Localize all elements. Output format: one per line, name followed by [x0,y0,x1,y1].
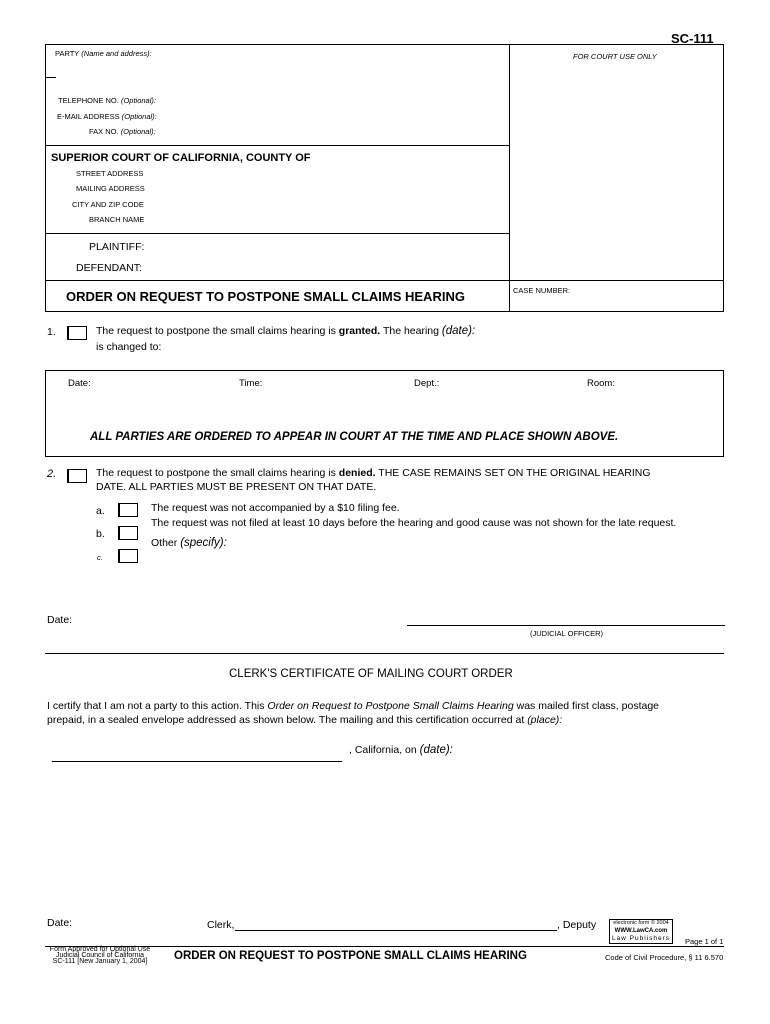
case-number-label: CASE NUMBER: [513,286,571,295]
fax-hint: (Optional): [120,127,156,136]
item2-text [96,467,651,479]
clerk-text-c: prepaid, in a sealed envelope addressed as shown below. The mailing and this certification occurred at [47,714,528,726]
clerk-signature-line[interactable] [235,930,557,931]
approval-block [48,947,152,965]
item1-number: 1. [47,326,56,338]
telephone-hint: (Optional): [120,96,156,105]
footer-title: ORDER ON REQUEST TO POSTPONE SMALL CLAIMS HEARING [174,950,527,962]
item2-text-a: The request to postpone the small claims hearing is [96,467,339,479]
stamp-line3: Law Publishers [611,935,671,942]
item1-text [96,325,475,337]
city-zip-label: CITY AND ZIP CODE [72,200,144,209]
approval-line1: Form Approved for Optional Use [49,946,151,953]
granted-word: granted. [338,325,381,337]
clerk-doc-title: Order on Request to Postpone Small Claims Hearing [267,700,514,712]
judicial-officer-label: (JUDICIAL OFFICER) [530,629,604,638]
granted-checkbox[interactable] [67,326,87,340]
party-court-divider [45,145,509,146]
clerk-text-a: I certify that I am not a party to this action. This [47,700,268,712]
clerk-heading: CLERK'S CERTIFICATE OF MAILING COURT ORDER [229,668,513,680]
clerk-text-b: was mailed first class, postage [513,700,660,712]
party-mark [46,77,56,78]
party-hint: (Name and address): [81,49,152,58]
reason-b-label: b. [96,528,105,540]
defendant-label: DEFENDANT: [76,262,142,274]
clerk-certify-line1 [47,700,659,712]
item2-text-b: THE CASE REMAINS SET ON THE ORIGINAL HEARING [375,467,651,479]
branch-name-label: BRANCH NAME [89,215,145,224]
item2-number: 2. [47,468,57,480]
reason-c-other: Other [151,537,181,549]
form-title: ORDER ON REQUEST TO POSTPONE SMALL CLAIMS HEARING [66,289,465,304]
code-citation: Code of Civil Procedure, § 11 6.570 [605,953,724,962]
item1-text-b: The hearing [380,325,442,337]
caption-divider [509,44,510,312]
clerk-date-label: Date: [47,917,73,929]
title-divider [45,280,724,281]
hearing-time-label: Time: [239,378,263,389]
caption-box [45,44,724,312]
hearing-room-label: Room: [587,378,615,389]
item1-changed: is changed to: [96,341,162,353]
publisher-stamp [609,919,673,944]
stamp-line2: WWW.LawCA.com [614,927,668,934]
hearing-dept-label: Dept.: [414,378,440,389]
reason-c-checkbox[interactable] [118,549,138,563]
court-use-label: FOR COURT USE ONLY [573,52,657,61]
reason-c-label: c. [97,553,103,562]
court-name: SUPERIOR COURT OF CALIFORNIA, COUNTY OF [51,152,311,164]
mailing-date-hint: (date): [419,744,453,756]
reason-a-text: The request was not accompanied by a $10 filing fee. [151,502,400,514]
email-label [57,112,157,121]
hearing-date-label: Date: [68,378,91,389]
email-hint: (Optional): [121,112,157,121]
clerk-certify-line2 [47,714,562,726]
reason-b-text: The request was not filed at least 10 days before the hearing and good cause was not shown for the late request. [151,517,677,529]
mailing-address-label: MAILING ADDRESS [76,184,145,193]
approval-line2: Judicial Council of California [56,952,144,959]
hearing-box [45,370,724,457]
judicial-signature-line[interactable] [407,625,725,626]
reason-a-checkbox[interactable] [118,503,138,517]
california-on [349,744,453,756]
page-number: Page 1 of 1 [685,937,724,946]
reason-b-checkbox[interactable] [118,526,138,540]
reason-c-text [151,537,227,549]
item1-date-hint: (date): [441,325,476,337]
section-divider [45,653,724,654]
stamp-line1: electronic form © 2004 [613,920,669,926]
plaintiff-label: PLAINTIFF: [89,241,145,253]
appear-notice: ALL PARTIES ARE ORDERED TO APPEAR IN COURT AT THE TIME AND PLACE SHOWN ABOVE. [90,431,619,443]
telephone-text: TELEPHONE NO. [58,96,119,105]
place-line[interactable] [52,761,342,762]
item1-text-a: The request to postpone the small claims hearing is [96,325,339,337]
party-label-text: PARTY [55,49,80,58]
form-code: SC-111 [671,31,714,46]
reason-a-label: a. [96,505,105,517]
reason-c-hint: (specify): [180,537,227,549]
signature-date-label: Date: [47,614,73,626]
denied-checkbox[interactable] [67,469,87,483]
california-text: , California, on [349,744,420,756]
fax-text: FAX NO. [89,127,119,136]
telephone-label [58,96,156,105]
fax-label [89,127,156,136]
approval-line3: SC-111 [New January 1, 2004] [52,958,148,965]
deputy-label: , Deputy [557,919,597,931]
street-address-label: STREET ADDRESS [76,169,144,178]
clerk-label: Clerk, [207,919,235,931]
email-text: E-MAIL ADDRESS [57,112,120,121]
item2-text-c: DATE. ALL PARTIES MUST BE PRESENT ON THAT DATE. [96,481,377,493]
denied-word: denied. [338,467,376,479]
clerk-place-hint: (place): [527,714,563,726]
court-parties-divider [45,233,509,234]
party-label [55,49,152,58]
